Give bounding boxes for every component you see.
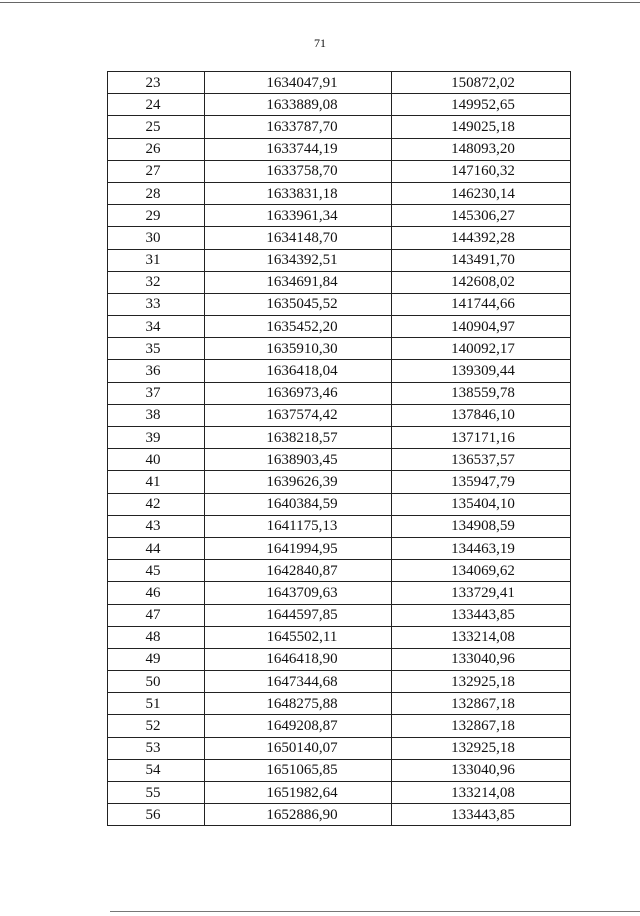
x-coordinate-cell: 1633961,34 <box>205 205 392 227</box>
table-row <box>108 338 571 360</box>
point-number-cell: 30 <box>108 227 205 249</box>
y-coordinate-cell: 149952,65 <box>392 94 571 116</box>
x-coordinate-cell: 1634392,51 <box>205 249 392 271</box>
point-number-cell: 47 <box>108 604 205 626</box>
y-coordinate-cell: 134908,59 <box>392 515 571 537</box>
point-number-cell: 32 <box>108 271 205 293</box>
y-coordinate-cell: 149025,18 <box>392 116 571 138</box>
y-coordinate-cell: 145306,27 <box>392 205 571 227</box>
x-coordinate-cell: 1635910,30 <box>205 338 392 360</box>
x-coordinate-cell: 1641994,95 <box>205 537 392 559</box>
table-row <box>108 227 571 249</box>
y-coordinate-cell: 135947,79 <box>392 471 571 493</box>
x-coordinate-cell: 1647344,68 <box>205 671 392 693</box>
y-coordinate-cell: 150872,02 <box>392 72 571 94</box>
point-number-cell: 23 <box>108 72 205 94</box>
table-row <box>108 737 571 759</box>
table-row <box>108 804 571 826</box>
y-coordinate-cell: 133729,41 <box>392 582 571 604</box>
table-row <box>108 604 571 626</box>
x-coordinate-cell: 1633831,18 <box>205 182 392 204</box>
page-number: 71 <box>314 36 326 50</box>
x-coordinate-cell: 1634148,70 <box>205 227 392 249</box>
table-row <box>108 427 571 449</box>
point-number-cell: 24 <box>108 94 205 116</box>
point-number-cell: 54 <box>108 759 205 781</box>
point-number-cell: 31 <box>108 249 205 271</box>
x-coordinate-cell: 1648275,88 <box>205 693 392 715</box>
point-number-cell: 42 <box>108 493 205 515</box>
point-number-cell: 29 <box>108 205 205 227</box>
y-coordinate-cell: 136537,57 <box>392 449 571 471</box>
table-row <box>108 782 571 804</box>
point-number-cell: 44 <box>108 537 205 559</box>
point-number-cell: 49 <box>108 648 205 670</box>
x-coordinate-cell: 1651065,85 <box>205 759 392 781</box>
table-row <box>108 449 571 471</box>
point-number-cell: 52 <box>108 715 205 737</box>
y-coordinate-cell: 148093,20 <box>392 138 571 160</box>
point-number-cell: 35 <box>108 338 205 360</box>
y-coordinate-cell: 134069,62 <box>392 560 571 582</box>
y-coordinate-cell: 142608,02 <box>392 271 571 293</box>
table-row <box>108 138 571 160</box>
coordinates-table-body <box>108 72 571 826</box>
table-row <box>108 471 571 493</box>
y-coordinate-cell: 135404,10 <box>392 493 571 515</box>
top-border-line <box>0 2 640 3</box>
table-row <box>108 626 571 648</box>
x-coordinate-cell: 1633744,19 <box>205 138 392 160</box>
table-row <box>108 116 571 138</box>
table-row <box>108 404 571 426</box>
x-coordinate-cell: 1634691,84 <box>205 271 392 293</box>
table-row <box>108 293 571 315</box>
x-coordinate-cell: 1640384,59 <box>205 493 392 515</box>
y-coordinate-cell: 133214,08 <box>392 626 571 648</box>
table-row <box>108 671 571 693</box>
table-row <box>108 271 571 293</box>
point-number-cell: 41 <box>108 471 205 493</box>
y-coordinate-cell: 132925,18 <box>392 737 571 759</box>
table-row <box>108 160 571 182</box>
x-coordinate-cell: 1650140,07 <box>205 737 392 759</box>
table-row <box>108 693 571 715</box>
point-number-cell: 26 <box>108 138 205 160</box>
point-number-cell: 46 <box>108 582 205 604</box>
x-coordinate-cell: 1652886,90 <box>205 804 392 826</box>
table-row <box>108 382 571 404</box>
point-number-cell: 51 <box>108 693 205 715</box>
point-number-cell: 34 <box>108 316 205 338</box>
table-row <box>108 759 571 781</box>
x-coordinate-cell: 1638218,57 <box>205 427 392 449</box>
x-coordinate-cell: 1636973,46 <box>205 382 392 404</box>
x-coordinate-cell: 1646418,90 <box>205 648 392 670</box>
y-coordinate-cell: 132925,18 <box>392 671 571 693</box>
y-coordinate-cell: 133443,85 <box>392 604 571 626</box>
y-coordinate-cell: 132867,18 <box>392 715 571 737</box>
table-row <box>108 715 571 737</box>
table-row <box>108 515 571 537</box>
table-row <box>108 72 571 94</box>
table-row <box>108 493 571 515</box>
point-number-cell: 38 <box>108 404 205 426</box>
y-coordinate-cell: 132867,18 <box>392 693 571 715</box>
x-coordinate-cell: 1641175,13 <box>205 515 392 537</box>
x-coordinate-cell: 1638903,45 <box>205 449 392 471</box>
y-coordinate-cell: 143491,70 <box>392 249 571 271</box>
y-coordinate-cell: 133214,08 <box>392 782 571 804</box>
y-coordinate-cell: 134463,19 <box>392 537 571 559</box>
x-coordinate-cell: 1636418,04 <box>205 360 392 382</box>
x-coordinate-cell: 1635045,52 <box>205 293 392 315</box>
point-number-cell: 33 <box>108 293 205 315</box>
point-number-cell: 36 <box>108 360 205 382</box>
point-number-cell: 25 <box>108 116 205 138</box>
table-row <box>108 205 571 227</box>
point-number-cell: 48 <box>108 626 205 648</box>
coordinates-table <box>107 71 571 826</box>
point-number-cell: 27 <box>108 160 205 182</box>
y-coordinate-cell: 146230,14 <box>392 182 571 204</box>
table-row <box>108 560 571 582</box>
x-coordinate-cell: 1635452,20 <box>205 316 392 338</box>
table-row <box>108 249 571 271</box>
point-number-cell: 28 <box>108 182 205 204</box>
x-coordinate-cell: 1651982,64 <box>205 782 392 804</box>
y-coordinate-cell: 147160,32 <box>392 160 571 182</box>
y-coordinate-cell: 137171,16 <box>392 427 571 449</box>
point-number-cell: 43 <box>108 515 205 537</box>
x-coordinate-cell: 1637574,42 <box>205 404 392 426</box>
x-coordinate-cell: 1643709,63 <box>205 582 392 604</box>
point-number-cell: 55 <box>108 782 205 804</box>
x-coordinate-cell: 1634047,91 <box>205 72 392 94</box>
point-number-cell: 53 <box>108 737 205 759</box>
point-number-cell: 37 <box>108 382 205 404</box>
table-row <box>108 182 571 204</box>
y-coordinate-cell: 137846,10 <box>392 404 571 426</box>
x-coordinate-cell: 1642840,87 <box>205 560 392 582</box>
x-coordinate-cell: 1639626,39 <box>205 471 392 493</box>
y-coordinate-cell: 138559,78 <box>392 382 571 404</box>
point-number-cell: 39 <box>108 427 205 449</box>
x-coordinate-cell: 1633787,70 <box>205 116 392 138</box>
table-row <box>108 648 571 670</box>
point-number-cell: 56 <box>108 804 205 826</box>
table-row <box>108 582 571 604</box>
table-row <box>108 360 571 382</box>
y-coordinate-cell: 140904,97 <box>392 316 571 338</box>
y-coordinate-cell: 140092,17 <box>392 338 571 360</box>
bottom-border-line <box>110 911 640 912</box>
table-row <box>108 537 571 559</box>
point-number-cell: 40 <box>108 449 205 471</box>
y-coordinate-cell: 133040,96 <box>392 648 571 670</box>
y-coordinate-cell: 141744,66 <box>392 293 571 315</box>
point-number-cell: 45 <box>108 560 205 582</box>
x-coordinate-cell: 1649208,87 <box>205 715 392 737</box>
x-coordinate-cell: 1633758,70 <box>205 160 392 182</box>
x-coordinate-cell: 1645502,11 <box>205 626 392 648</box>
y-coordinate-cell: 144392,28 <box>392 227 571 249</box>
point-number-cell: 50 <box>108 671 205 693</box>
y-coordinate-cell: 139309,44 <box>392 360 571 382</box>
y-coordinate-cell: 133443,85 <box>392 804 571 826</box>
table-row <box>108 94 571 116</box>
x-coordinate-cell: 1633889,08 <box>205 94 392 116</box>
x-coordinate-cell: 1644597,85 <box>205 604 392 626</box>
table-row <box>108 316 571 338</box>
y-coordinate-cell: 133040,96 <box>392 759 571 781</box>
